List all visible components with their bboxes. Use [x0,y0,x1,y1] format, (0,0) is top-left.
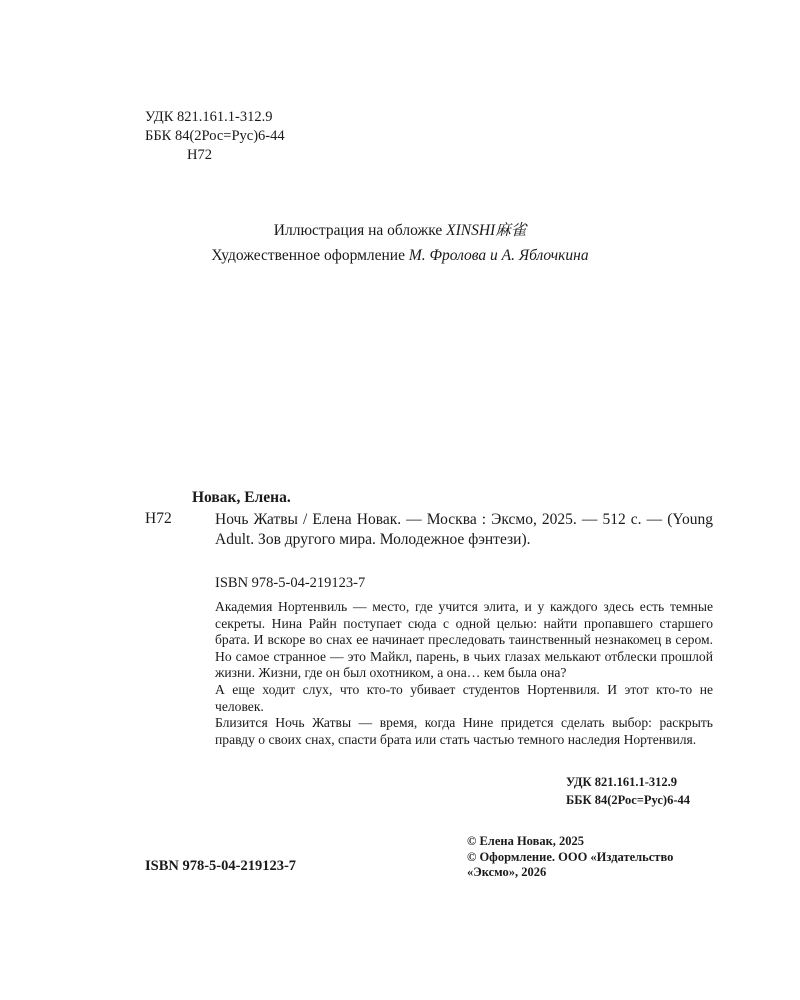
annotation-paragraph: Академия Нортенвиль — место, где учится элита, и у каждого здесь есть темные секреты. Нина Райн поступает сюда с одной целью: найти пропавшего старшего брата. И вскоре во снах ее начинает преследовать таинственный незнакомец в сером. Но самое странное — это Майкл, парень, в чьих глазах мелькают отблески прошлой жизни. Жизни, где он был охотником, а она… кем была она? [215,599,713,681]
design-credit [0,243,800,268]
bibliographic-description: Ночь Жатвы / Елена Новак. — Москва : Эксмо, 2025. — 512 с. — (Young Adult. Зов другого мира. Молодежное фэнтези). [215,511,713,548]
udk-code: УДК 821.161.1-312.9 [145,109,273,125]
bibliographic-isbn: ISBN 978-5-04-219123-7 [215,575,366,591]
copyright-publisher: © Оформление. ООО «Издательство «Эксмо», 2026 [467,849,674,879]
copyright-block [467,834,727,881]
small-udk-code: УДК 821.161.1-312.9 [566,775,677,789]
bbk-code: ББК 84(2Рос=Рус)6-44 [145,128,285,144]
illustration-label: Иллюстрация на обложке [273,222,447,239]
credits-block [0,218,800,268]
bibliographic-author-sign: Н72 [145,510,172,527]
small-classification-block [566,773,714,809]
illustration-credit [0,218,800,243]
copyright-author: © Елена Новак, 2025 [467,834,585,848]
design-names: М. Фролова и А. Яблочкина [408,247,589,264]
classification-block [145,108,285,165]
design-label: Художественное оформление [211,247,409,264]
illustration-name: XINSHI麻雀 [446,222,527,239]
footer-isbn: ISBN 978-5-04-219123-7 [145,858,297,874]
annotation-paragraph: А еще ходит слух, что кто-то убивает студентов Нортенвиля. И этот кто-то не человек. [215,681,713,714]
author-sign: Н72 [187,147,212,163]
annotation [215,599,713,748]
bibliographic-author: Новак, Елена. [192,489,291,506]
small-bbk-code: ББК 84(2Рос=Рус)6-44 [566,793,690,807]
annotation-paragraph: Близится Ночь Жатвы — время, когда Нине придется сделать выбор: раскрыть правду о своих снах, спасти брата или стать частью темного наследия Нортенвиля. [215,715,713,747]
